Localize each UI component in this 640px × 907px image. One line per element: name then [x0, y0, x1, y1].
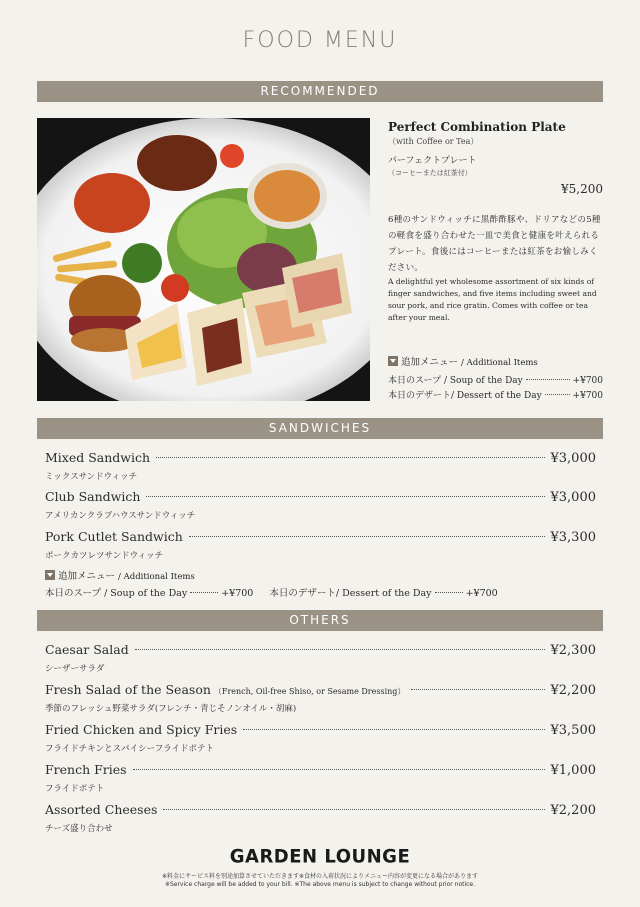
additional-item-label: 本日のスープ / Soup of the Day [388, 376, 523, 386]
additional-item-label: 本日のスープ / Soup of the Day [45, 588, 188, 599]
sandwich-additional-heading [45, 568, 195, 582]
item-name-jp: 季節のフレッシュ野菜サラダ(フレンチ・青じそノンオイル・胡麻) [45, 704, 297, 714]
item-price: ¥3,000 [550, 490, 596, 505]
menu-item-fresh-salad [45, 682, 596, 714]
menu-item-caesar-salad [45, 642, 596, 674]
item-note: （French, Oil-free Shiso, or Sesame Dressing） [213, 687, 406, 696]
leader-dots [146, 496, 544, 497]
recommended-name: Perfect Combination Plate [388, 120, 566, 134]
leader-dots [526, 379, 570, 380]
item-price: ¥2,300 [550, 643, 596, 658]
footer-note-jp: ※料金にサービス料を別途加算させていただきます※食材の入荷状況によりメニュー内容が変更になる場合があります [161, 873, 479, 880]
leader-dots [190, 592, 218, 593]
menu-item-club-sandwich [45, 489, 596, 521]
leader-dots [435, 592, 463, 593]
item-name: French Fries [45, 762, 127, 777]
item-name-jp: ミックスサンドウィッチ [45, 472, 138, 482]
page-title: FOOD MENU [242, 28, 398, 53]
additional-heading-jp: 追加メニュー [401, 357, 459, 368]
item-name: Fresh Salad of the Season [45, 682, 211, 697]
additional-heading-en: / Additional Items [118, 572, 195, 582]
section-header-others: OTHERS [37, 610, 603, 631]
item-price: ¥2,200 [550, 803, 596, 818]
additional-item-label: 本日のデザート/ Dessert of the Day [388, 391, 542, 401]
additional-heading-en: / Additional Items [461, 358, 538, 368]
item-name-jp: アメリカンクラブハウスサンドウィッチ [45, 511, 196, 521]
menu-item-assorted-cheeses [45, 802, 596, 834]
leader-dots [189, 536, 545, 537]
recommended-price: ¥5,200 [561, 182, 603, 196]
leader-dots [243, 729, 544, 730]
item-name: Mixed Sandwich [45, 450, 151, 465]
item-name-jp: フライドポテト [45, 784, 105, 794]
leader-dots [135, 649, 545, 650]
chevron-down-icon [45, 570, 55, 580]
additional-item-label: 本日のデザート/ Dessert of the Day [269, 588, 432, 599]
item-name: Fried Chicken and Spicy Fries [45, 722, 238, 737]
item-name: Assorted Cheeses [45, 802, 158, 817]
leader-dots [133, 769, 545, 770]
leader-dots [156, 457, 544, 458]
item-name-jp: ポークカツレツサンドウィッチ [45, 551, 164, 561]
recommended-sub-jp: （コーヒーまたは紅茶付） [388, 169, 472, 177]
item-price: ¥3,300 [550, 530, 596, 545]
leader-dots [411, 689, 544, 690]
recommended-sub: （with Coffee or Tea） [388, 137, 479, 146]
footer-note-en: ※Service charge will be added to your bill. ※The above menu is subject to change without prior notice. [164, 881, 476, 888]
menu-item-french-fries [45, 762, 596, 794]
additional-item-price: +¥700 [221, 588, 254, 599]
item-price: ¥3,500 [550, 723, 596, 738]
recommended-description-en: A delightful yet wholesome assortment of six kinds of finger sandwiches, and five items including sweet and sour pork, and rice gratin. Comes with coffee or tea after your meal. [388, 277, 597, 322]
item-name-jp: フライドチキンとスパイシーフライドポテト [45, 744, 214, 754]
item-price: ¥3,000 [550, 451, 596, 466]
item-price: ¥2,200 [550, 683, 596, 698]
recommended-additional-heading [388, 354, 538, 368]
additional-item-soup [388, 373, 603, 386]
item-name-jp: チーズ盛り合わせ [45, 824, 113, 834]
additional-item-dessert [388, 388, 603, 401]
menu-item-fried-chicken [45, 722, 596, 754]
additional-item-price: +¥700 [572, 391, 603, 401]
recommended-description-jp: 6種のサンドウィッチに黒酢酢豚や、ドリアなどの5種の軽食を盛り合わせた一皿で美食と健康を叶えられるプレート。食後にはコーヒーまたは紅茶をお愉しみください。 [388, 215, 601, 273]
leader-dots [545, 394, 570, 395]
item-name: Caesar Salad [45, 642, 129, 657]
additional-item-price: +¥700 [572, 376, 603, 386]
additional-item-price: +¥700 [465, 588, 498, 599]
item-name-jp: シーザーサラダ [45, 664, 105, 674]
section-header-sandwiches: SANDWICHES [37, 418, 603, 439]
recommended-name-jp: パーフェクトプレート [388, 156, 477, 166]
section-header-recommended: RECOMMENDED [37, 81, 603, 102]
additional-heading-jp: 追加メニュー [58, 571, 116, 582]
item-name: Pork Cutlet Sandwich [45, 529, 183, 544]
chevron-down-icon [388, 356, 398, 366]
menu-item-mixed-sandwich [45, 450, 596, 482]
sandwich-additional-items [45, 585, 498, 599]
menu-item-pork-cutlet-sandwich [45, 529, 596, 561]
brand-logo: GARDEN LOUNGE [229, 845, 411, 868]
leader-dots [163, 809, 544, 810]
item-price: ¥1,000 [550, 763, 596, 778]
food-photo [37, 118, 370, 401]
item-name: Club Sandwich [45, 489, 141, 504]
